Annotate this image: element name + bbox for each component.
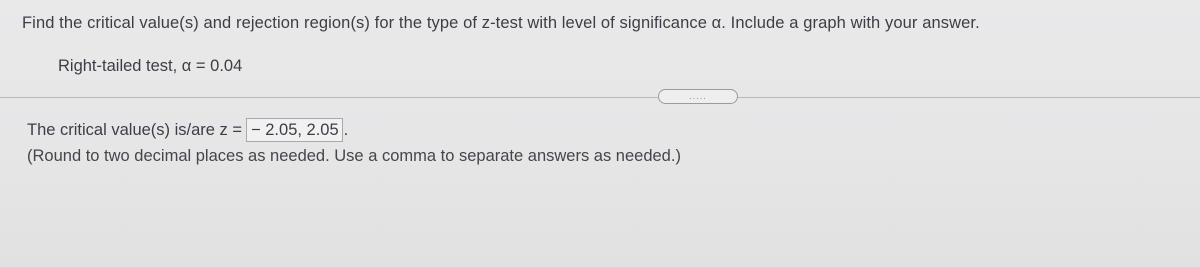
section-divider bbox=[0, 97, 1200, 98]
critical-value-answer-box[interactable]: − 2.05, 2.05 bbox=[246, 118, 343, 142]
answer-prompt: The critical value(s) is/are z = bbox=[27, 120, 243, 139]
answer-line bbox=[27, 118, 348, 142]
rounding-instructions: (Round to two decimal places as needed. Use a comma to separate answers as needed.) bbox=[27, 147, 681, 165]
given-condition: Right-tailed test, α = 0.04 bbox=[58, 57, 243, 75]
question-text: Find the critical value(s) and rejection region(s) for the type of z-test with level of significance α. Include a graph with your answer. bbox=[22, 14, 980, 32]
answer-period: . bbox=[343, 120, 349, 139]
expand-more-button[interactable]: ..... bbox=[658, 89, 738, 104]
